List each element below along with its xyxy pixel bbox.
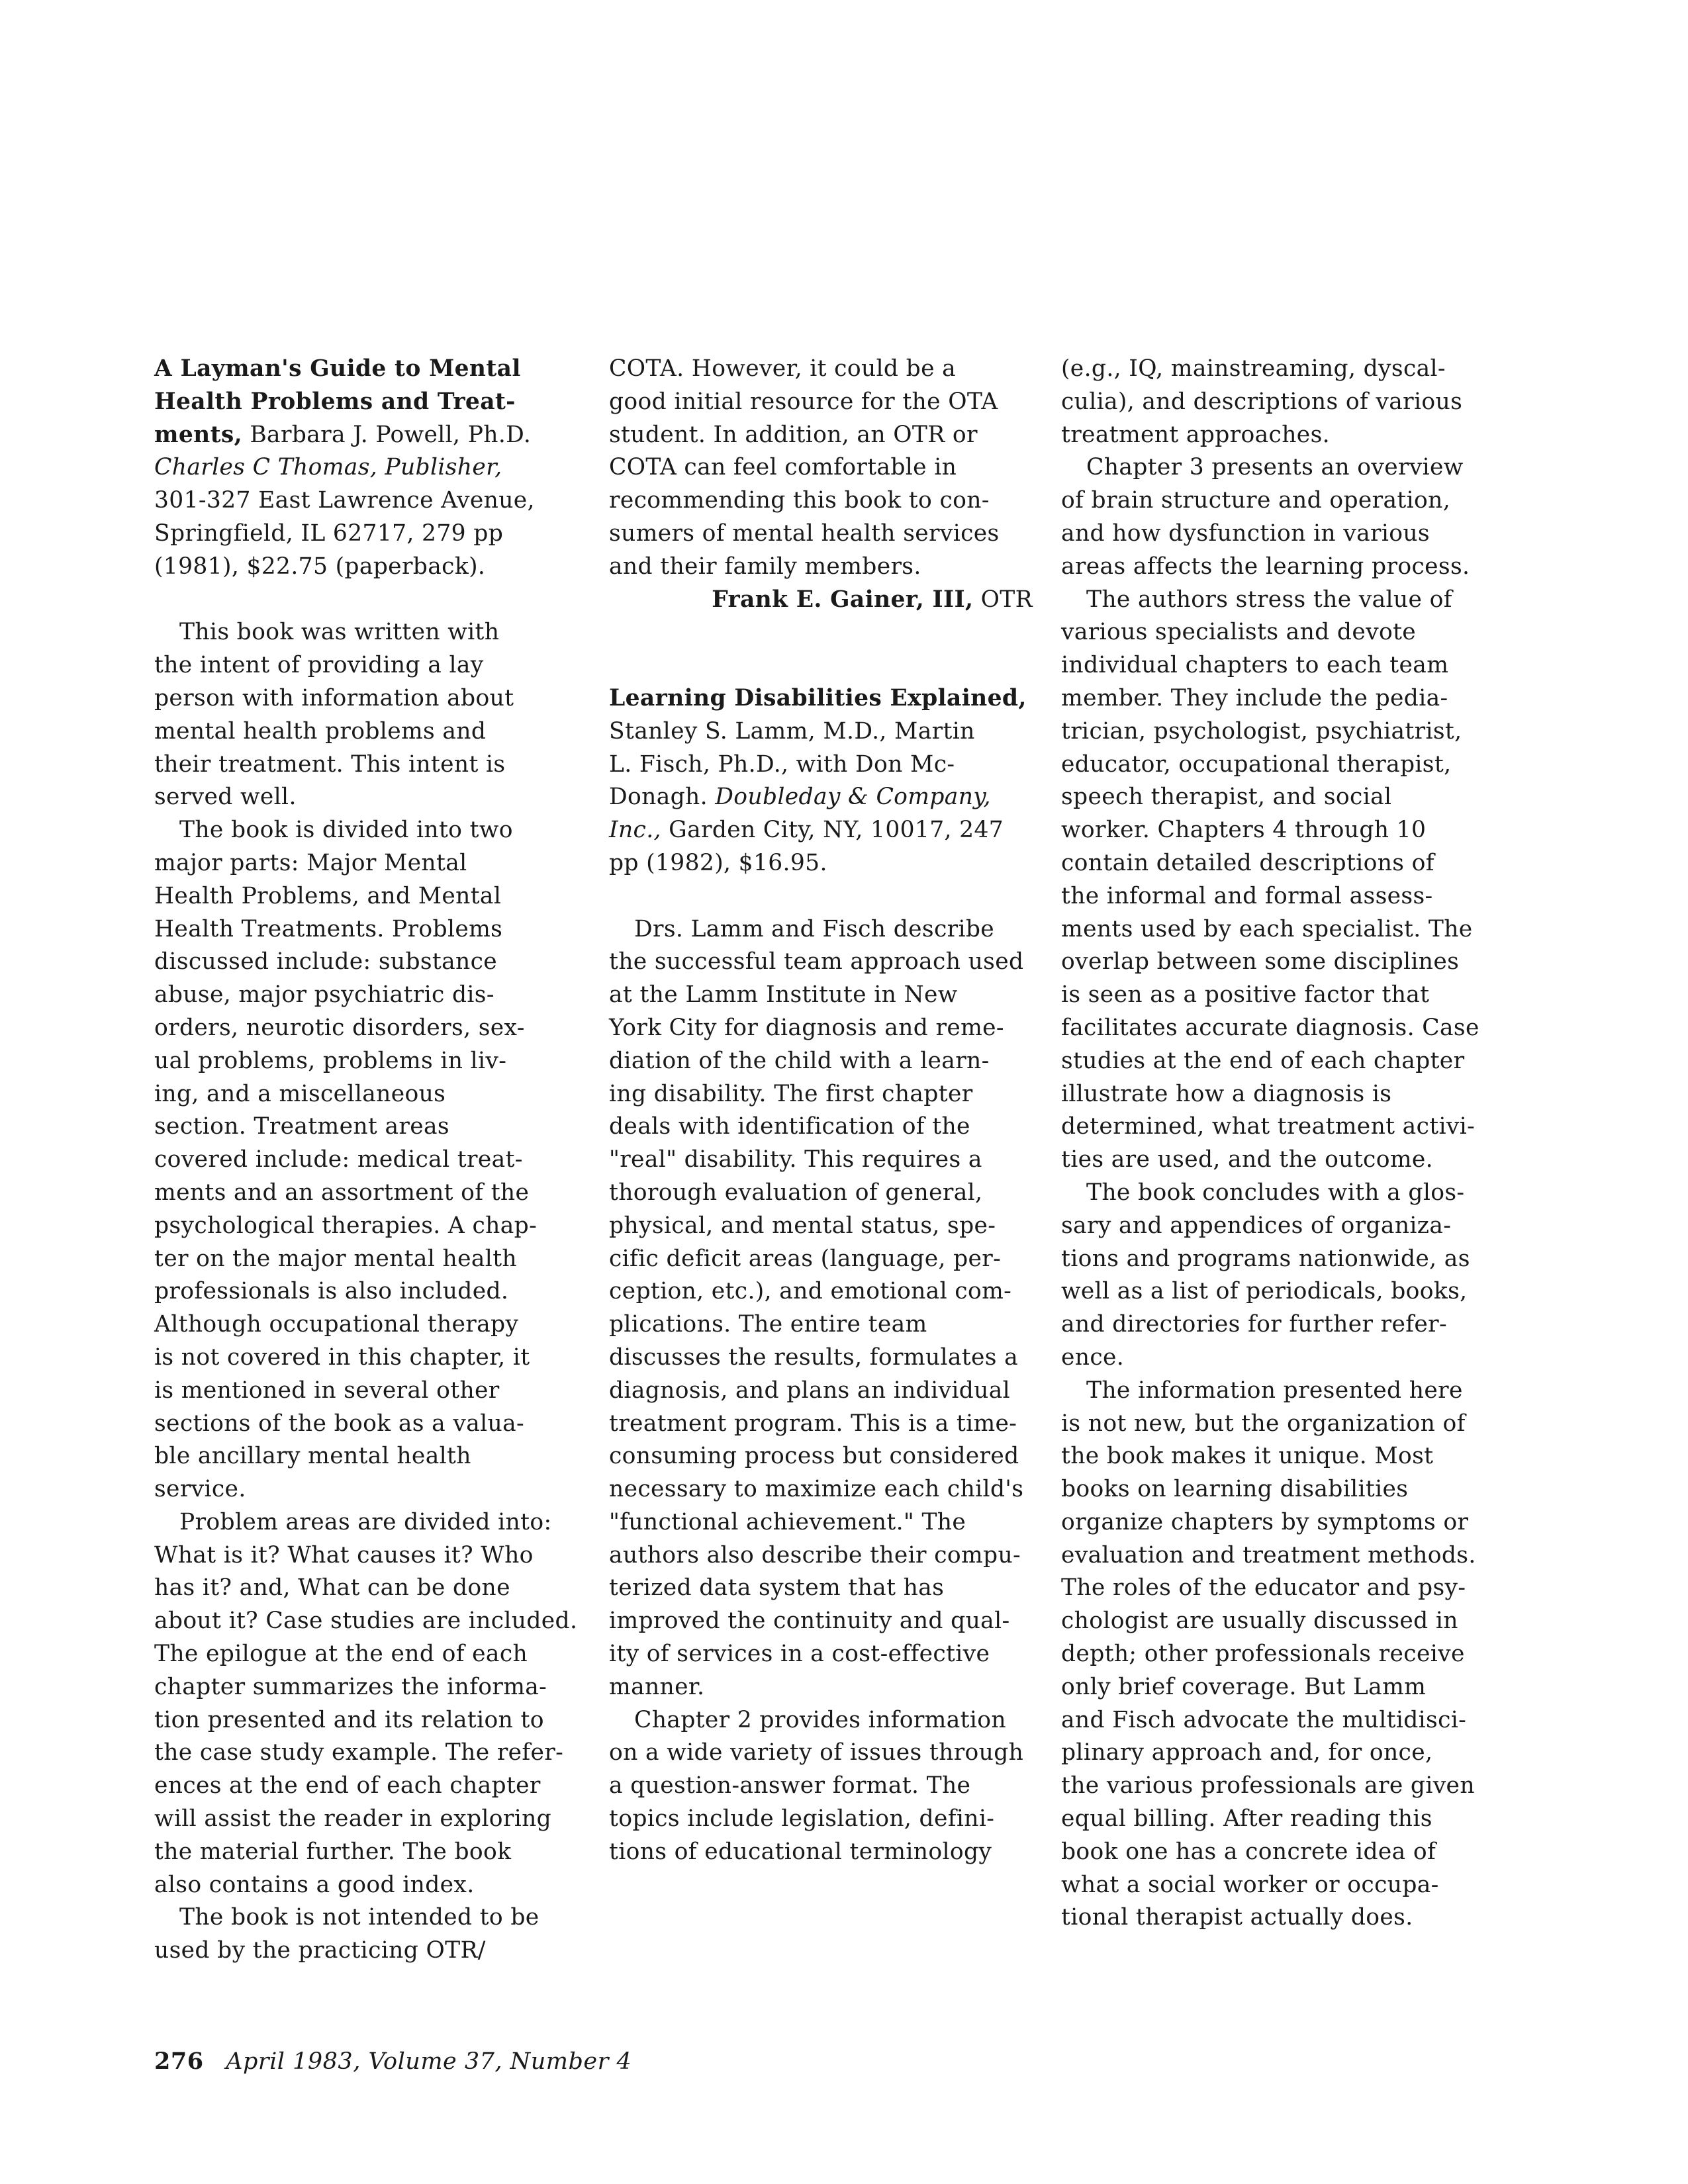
text-line	[154, 518, 586, 551]
text-run: ments and an assortment of the	[154, 1179, 530, 1206]
text-run: good initial resource for the OTA	[609, 388, 998, 415]
text-line	[154, 1375, 586, 1408]
text-run: ences at the end of each chapter	[154, 1772, 541, 1799]
text-run: at the Lamm Institute in New	[609, 981, 958, 1009]
text-line	[609, 386, 1041, 419]
text-run: chapter summarizes the informa-	[154, 1673, 547, 1700]
text-run: tion presented and its relation to	[154, 1706, 544, 1733]
text-run: determined, what treatment activi-	[1061, 1113, 1476, 1140]
text-line	[154, 847, 586, 880]
text-run: cific deficit areas (language, per-	[609, 1245, 1002, 1272]
bold-text: Learning Disabilities Explained,	[609, 684, 1027, 711]
text-run: their treatment. This intent is	[154, 751, 506, 778]
text-line	[609, 1111, 1041, 1144]
text-line	[154, 682, 586, 715]
text-line	[609, 551, 1041, 584]
text-line	[1061, 1737, 1493, 1770]
text-line	[609, 1737, 1041, 1770]
text-run: trician, psychologist, psychiatrist,	[1061, 717, 1462, 745]
text-line	[154, 1177, 586, 1210]
text-line	[1061, 1111, 1493, 1144]
text-line	[1061, 616, 1493, 649]
text-line	[154, 1473, 586, 1506]
text-line	[1061, 1078, 1493, 1111]
text-line	[609, 1210, 1041, 1243]
text-line	[609, 1275, 1041, 1308]
text-run: the case study example. The refer-	[154, 1739, 564, 1766]
text-run: pp (1982), $16.95.	[609, 849, 827, 876]
text-line	[609, 1144, 1041, 1177]
text-run: chologist are usually discussed in	[1061, 1608, 1458, 1635]
text-line	[1061, 1539, 1493, 1572]
text-line	[609, 1440, 1041, 1473]
text-run: speech therapist, and social	[1061, 784, 1392, 811]
text-run: of brain structure and operation,	[1061, 487, 1451, 514]
text-run: diagnosis, and plans an individual	[609, 1377, 1011, 1404]
text-run: plinary approach and, for once,	[1061, 1739, 1433, 1766]
text-run: is not new, but the organization of	[1061, 1410, 1466, 1437]
text-run: tional therapist actually does.	[1061, 1904, 1413, 1931]
text-line	[1061, 749, 1493, 782]
text-line	[154, 1210, 586, 1243]
text-line	[1061, 353, 1493, 386]
text-line	[1061, 1243, 1493, 1276]
text-line	[609, 913, 1041, 946]
text-run: This book was written with	[179, 619, 500, 646]
text-run: abuse, major psychiatric dis-	[154, 981, 494, 1009]
text-line	[609, 1770, 1041, 1803]
text-line	[1061, 682, 1493, 715]
bold-text: A Layman's Guide to Mental	[154, 355, 521, 382]
text-run: terized data system that has	[609, 1574, 945, 1602]
text-line	[1061, 814, 1493, 847]
text-line	[154, 1342, 586, 1375]
text-line	[154, 1045, 586, 1078]
text-run: individual chapters to each team	[1061, 652, 1449, 679]
text-run: "real" disability. This requires a	[609, 1146, 982, 1173]
text-run: equal billing. After reading this	[1061, 1805, 1432, 1833]
text-line	[609, 1638, 1041, 1671]
text-line	[1061, 1408, 1493, 1441]
text-line	[1061, 1704, 1493, 1737]
text-run: thorough evaluation of general,	[609, 1179, 983, 1206]
text-line	[154, 1737, 586, 1770]
text-run: discussed include: substance	[154, 948, 498, 976]
text-line	[1061, 1836, 1493, 1869]
text-line	[609, 1803, 1041, 1836]
text-line	[1061, 1901, 1493, 1934]
text-line	[609, 1605, 1041, 1638]
text-line	[609, 1177, 1041, 1210]
text-line	[609, 1539, 1041, 1572]
text-run: treatment program. This is a time-	[609, 1410, 1017, 1437]
text-run: physical, and mental status, spe-	[609, 1212, 996, 1239]
text-line	[1061, 880, 1493, 913]
text-run: Barbara J. Powell, Ph.D.	[242, 421, 532, 448]
text-line	[1061, 979, 1493, 1012]
paragraph-gap	[609, 616, 1041, 682]
text-run: depth; other professionals receive	[1061, 1641, 1465, 1668]
text-run: The roles of the educator and psy-	[1061, 1574, 1466, 1602]
text-line	[154, 1803, 586, 1836]
italic-text: Charles C Thomas, Publisher,	[154, 454, 502, 481]
text-run: plications. The entire team	[609, 1311, 927, 1338]
text-line	[154, 749, 586, 782]
italic-text: Inc.,	[609, 817, 661, 844]
text-line	[154, 1704, 586, 1737]
text-line	[1061, 1638, 1493, 1671]
text-run: major parts: Major Mental	[154, 849, 467, 876]
text-run: COTA. However, it could be a	[609, 355, 957, 382]
reviewer-signature	[609, 584, 1041, 617]
text-line	[154, 616, 586, 649]
text-run: books on learning disabilities	[1061, 1476, 1409, 1503]
text-run: well as a list of periodicals, books,	[1061, 1278, 1468, 1305]
text-run: Garden City, NY, 10017, 247	[661, 817, 1004, 844]
text-line	[1061, 847, 1493, 880]
text-line	[609, 451, 1041, 484]
text-run: and directories for further refer-	[1061, 1311, 1448, 1338]
text-run: worker. Chapters 4 through 10	[1061, 817, 1427, 844]
text-line	[609, 1836, 1041, 1869]
text-run: and how dysfunction in various	[1061, 520, 1430, 547]
review-column-2	[609, 353, 1041, 1869]
text-run: organize chapters by symptoms or	[1061, 1508, 1469, 1535]
text-line	[154, 649, 586, 682]
text-line	[609, 749, 1041, 782]
text-line	[1061, 1473, 1493, 1506]
text-line	[154, 1869, 586, 1902]
text-run: is mentioned in several other	[154, 1377, 500, 1404]
text-line	[154, 1078, 586, 1111]
text-line	[1061, 451, 1493, 484]
text-run: OTR	[973, 586, 1033, 613]
text-run: authors also describe their compu-	[609, 1541, 1021, 1569]
text-line	[154, 1539, 586, 1572]
text-line	[609, 518, 1041, 551]
text-run: Drs. Lamm and Fisch describe	[634, 915, 995, 942]
text-run: various specialists and devote	[1061, 619, 1417, 646]
text-run: Health Treatments. Problems	[154, 915, 503, 942]
text-line	[1061, 1572, 1493, 1605]
text-run: The information presented here	[1086, 1377, 1463, 1404]
text-run: sections of the book as a valua-	[154, 1410, 524, 1437]
text-run: book one has a concrete idea of	[1061, 1838, 1436, 1865]
text-line	[609, 1342, 1041, 1375]
text-run: tions and programs nationwide, as	[1061, 1245, 1470, 1272]
text-line	[609, 946, 1041, 979]
text-line	[1061, 781, 1493, 814]
text-line	[154, 1440, 586, 1473]
text-run: treatment approaches.	[1061, 421, 1330, 448]
text-line	[154, 1308, 586, 1342]
text-run: York City for diagnosis and reme-	[609, 1014, 1004, 1041]
text-line	[609, 1375, 1041, 1408]
text-run: Stanley S. Lamm, M.D., Martin	[609, 717, 975, 745]
text-line	[1061, 1671, 1493, 1704]
text-run: overlap between some disciplines	[1061, 948, 1460, 976]
text-line	[609, 979, 1041, 1012]
text-run: The authors stress the value of	[1086, 586, 1452, 613]
text-line	[609, 814, 1041, 847]
text-run: the intent of providing a lay	[154, 652, 484, 679]
text-run: discusses the results, formulates a	[609, 1343, 1019, 1371]
text-line	[154, 715, 586, 749]
text-run: sary and appendices of organiza-	[1061, 1212, 1452, 1239]
text-line	[1061, 518, 1493, 551]
text-run: studies at the end of each chapter	[1061, 1047, 1465, 1074]
text-run: the successful team approach used	[609, 948, 1024, 976]
text-line	[154, 946, 586, 979]
text-line	[1061, 913, 1493, 946]
bold-text: Frank E. Gainer, III,	[712, 586, 974, 613]
text-line	[609, 682, 1041, 715]
text-line	[1061, 1605, 1493, 1638]
text-line	[1061, 946, 1493, 979]
text-line	[154, 814, 586, 847]
text-run: the book makes it unique. Most	[1061, 1443, 1434, 1470]
text-line	[154, 451, 586, 484]
text-run: Problem areas are divided into:	[179, 1508, 552, 1535]
text-line	[609, 781, 1041, 814]
text-run: ity of services in a cost-effective	[609, 1641, 990, 1668]
text-run: Health Problems, and Mental	[154, 882, 502, 909]
text-line	[154, 1012, 586, 1045]
bold-text: ments,	[154, 421, 243, 448]
text-run: has it? and, What can be done	[154, 1574, 510, 1602]
text-run: ing disability. The first chapter	[609, 1080, 973, 1107]
text-line	[609, 1045, 1041, 1078]
text-run: what a social worker or occupa-	[1061, 1871, 1439, 1898]
text-line	[1061, 386, 1493, 419]
text-run: Chapter 3 presents an overview	[1086, 454, 1464, 481]
text-line	[154, 1243, 586, 1276]
text-run: also contains a good index.	[154, 1871, 475, 1898]
text-line	[154, 1605, 586, 1638]
text-run: improved the continuity and qual-	[609, 1608, 1010, 1635]
text-run: only brief coverage. But Lamm	[1061, 1673, 1427, 1700]
text-line	[154, 1144, 586, 1177]
text-run: illustrate how a diagnosis is	[1061, 1080, 1392, 1107]
text-line	[1061, 649, 1493, 682]
text-run: ual problems, problems in liv-	[154, 1047, 507, 1074]
review-column-1	[154, 353, 586, 1968]
text-line	[609, 1308, 1041, 1342]
text-run: Donagh.	[609, 784, 716, 811]
text-run: evaluation and treatment methods.	[1061, 1541, 1476, 1569]
text-run: the informal and formal assess-	[1061, 882, 1433, 909]
text-run: ties are used, and the outcome.	[1061, 1146, 1433, 1173]
text-run: the various professionals are given	[1061, 1772, 1475, 1799]
text-line	[154, 1572, 586, 1605]
text-run: diation of the child with a learn-	[609, 1047, 990, 1074]
text-line	[154, 781, 586, 814]
text-run: L. Fisch, Ph.D., with Don Mc-	[609, 751, 955, 778]
text-line	[609, 1506, 1041, 1539]
text-run: sumers of mental health services	[609, 520, 1000, 547]
text-run: service.	[154, 1476, 246, 1503]
text-line	[154, 880, 586, 913]
text-run: (1981), $22.75 (paperback).	[154, 553, 486, 580]
text-line	[154, 1901, 586, 1934]
text-run: (e.g., IQ, mainstreaming, dyscal-	[1061, 355, 1446, 382]
text-line	[154, 1770, 586, 1803]
text-line	[154, 484, 586, 518]
text-line	[1061, 1144, 1493, 1177]
text-line	[154, 1506, 586, 1539]
text-line	[154, 419, 586, 452]
review-column-3	[1061, 353, 1493, 1934]
text-line	[609, 1408, 1041, 1441]
text-run: is not covered in this chapter, it	[154, 1343, 530, 1371]
text-run: The book concludes with a glos-	[1086, 1179, 1465, 1206]
paragraph-gap	[609, 880, 1041, 913]
text-run: The book is not intended to be	[179, 1904, 539, 1931]
text-line	[1061, 1770, 1493, 1803]
text-line	[609, 1671, 1041, 1704]
text-line	[609, 715, 1041, 749]
text-line	[154, 1408, 586, 1441]
text-line	[154, 1275, 586, 1308]
text-line	[1061, 1012, 1493, 1045]
text-line	[609, 484, 1041, 518]
text-run: facilitates accurate diagnosis. Case	[1061, 1014, 1479, 1041]
text-line	[1061, 1275, 1493, 1308]
page-footer	[154, 2045, 632, 2078]
text-run: professionals is also included.	[154, 1278, 509, 1305]
text-line	[1061, 1342, 1493, 1375]
text-run: member. They include the pedia-	[1061, 684, 1448, 711]
text-run: areas affects the learning process.	[1061, 553, 1470, 580]
text-line	[1061, 1045, 1493, 1078]
text-run: covered include: medical treat-	[154, 1146, 523, 1173]
text-line	[1061, 1506, 1493, 1539]
text-run: 301-327 East Lawrence Avenue,	[154, 487, 535, 514]
text-line	[154, 913, 586, 946]
text-run: tions of educational terminology	[609, 1838, 992, 1865]
text-line	[1061, 1375, 1493, 1408]
text-line	[1061, 1440, 1493, 1473]
text-run: ter on the major mental health	[154, 1245, 517, 1272]
text-run: will assist the reader in exploring	[154, 1805, 552, 1833]
text-run: The epilogue at the end of each	[154, 1641, 528, 1668]
text-line	[154, 1111, 586, 1144]
text-line	[609, 1012, 1041, 1045]
text-run: orders, neurotic disorders, sex-	[154, 1014, 525, 1041]
text-run: What is it? What causes it? Who	[154, 1541, 534, 1569]
text-run: ence.	[1061, 1343, 1125, 1371]
text-run: manner.	[609, 1673, 705, 1700]
text-line	[1061, 1177, 1493, 1210]
text-run: "functional achievement." The	[609, 1508, 966, 1535]
text-line	[609, 1473, 1041, 1506]
text-run: contain detailed descriptions of	[1061, 849, 1434, 876]
text-run: Springfield, IL 62717, 279 pp	[154, 520, 504, 547]
text-run: educator, occupational therapist,	[1061, 751, 1452, 778]
text-line	[154, 551, 586, 584]
text-run: is seen as a positive factor that	[1061, 981, 1430, 1009]
text-line	[1061, 551, 1493, 584]
text-line	[609, 1572, 1041, 1605]
text-run: consuming process but considered	[609, 1443, 1019, 1470]
page-number: 276	[154, 2048, 204, 2075]
text-run: person with information about	[154, 684, 514, 711]
text-line	[1061, 584, 1493, 617]
text-line	[609, 419, 1041, 452]
text-line	[609, 353, 1041, 386]
text-line	[1061, 1869, 1493, 1902]
text-line	[154, 1638, 586, 1671]
text-run: mental health problems and	[154, 717, 487, 745]
text-run: about it? Case studies are included.	[154, 1608, 578, 1635]
text-line	[1061, 1210, 1493, 1243]
text-line	[1061, 419, 1493, 452]
text-line	[1061, 1308, 1493, 1342]
text-run: ception, etc.), and emotional com-	[609, 1278, 1012, 1305]
text-run: the material further. The book	[154, 1838, 512, 1865]
text-line	[609, 1704, 1041, 1737]
text-line	[154, 1671, 586, 1704]
text-run: and their family members.	[609, 553, 921, 580]
text-run: a question-answer format. The	[609, 1772, 971, 1799]
text-run: ing, and a miscellaneous	[154, 1080, 446, 1107]
text-run: ments used by each specialist. The	[1061, 915, 1473, 942]
text-run: culia), and descriptions of various	[1061, 388, 1463, 415]
text-run: on a wide variety of issues through	[609, 1739, 1024, 1766]
text-line	[154, 386, 586, 419]
text-line	[609, 1078, 1041, 1111]
text-line	[154, 353, 586, 386]
text-run: Chapter 2 provides information	[634, 1706, 1006, 1733]
text-run: recommending this book to con-	[609, 487, 990, 514]
text-line	[609, 1243, 1041, 1276]
journal-issue: April 1983, Volume 37, Number 4	[226, 2048, 632, 2075]
text-run: psychological therapies. A chap-	[154, 1212, 538, 1239]
text-line	[1061, 484, 1493, 518]
text-run: ble ancillary mental health	[154, 1443, 471, 1470]
text-line	[1061, 715, 1493, 749]
text-run: The book is divided into two	[179, 817, 513, 844]
text-run: served well.	[154, 784, 297, 811]
text-run: necessary to maximize each child's	[609, 1476, 1024, 1503]
text-line	[609, 847, 1041, 880]
text-run: Although occupational therapy	[154, 1311, 519, 1338]
text-line	[1061, 1803, 1493, 1836]
text-run: COTA can feel comfortable in	[609, 454, 957, 481]
text-run: topics include legislation, defini-	[609, 1805, 995, 1833]
text-line	[154, 1934, 586, 1968]
text-run: deals with identification of the	[609, 1113, 970, 1140]
italic-text: Doubleday & Company,	[715, 784, 991, 811]
text-run: used by the practicing OTR/	[154, 1937, 486, 1964]
text-line	[154, 1836, 586, 1869]
text-line	[154, 979, 586, 1012]
paragraph-gap	[154, 584, 586, 617]
bold-text: Health Problems and Treat-	[154, 388, 516, 415]
text-run: and Fisch advocate the multidisci-	[1061, 1706, 1467, 1733]
text-run: section. Treatment areas	[154, 1113, 449, 1140]
text-run: student. In addition, an OTR or	[609, 421, 978, 448]
